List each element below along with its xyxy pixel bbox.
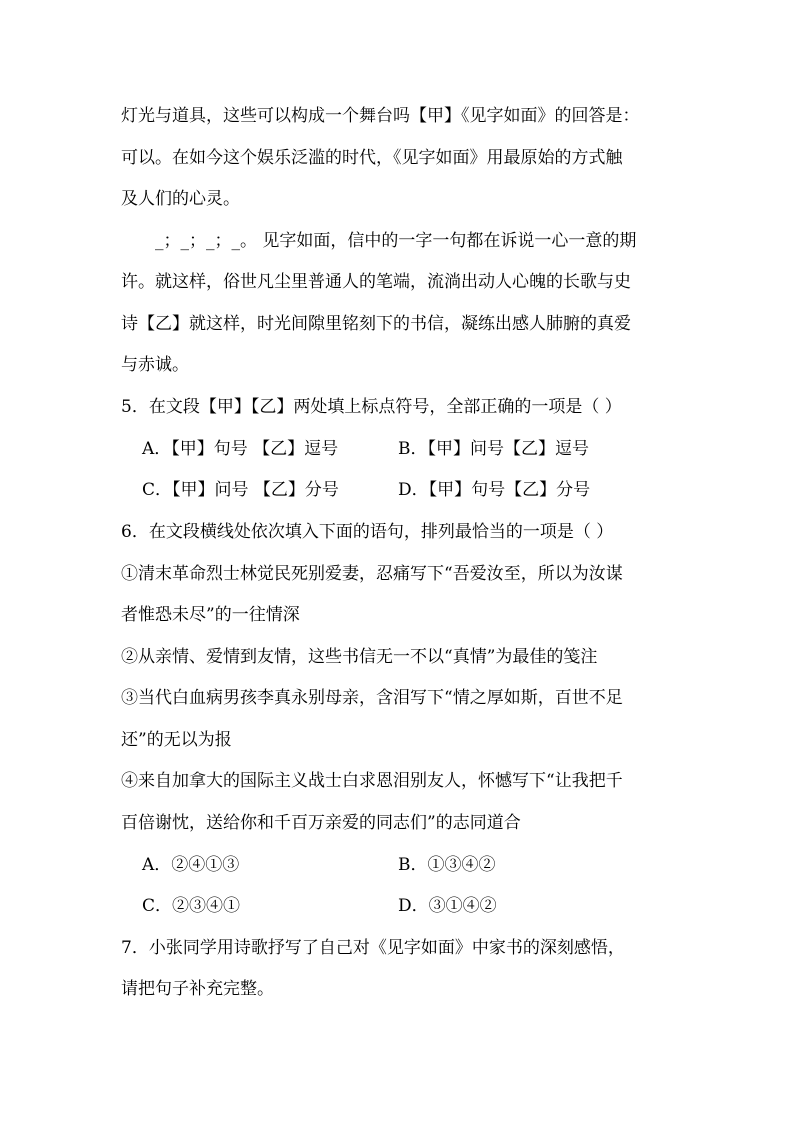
- q5-option-a: A．【甲】句号 【乙】逗号: [142, 439, 339, 459]
- q6-sentence-4-cont: 百倍谢忱，送给你和千百万亲爱的同志们”的志同道合: [121, 813, 521, 833]
- passage-line: 及人们的心灵。: [121, 189, 240, 209]
- q6-sentence-1-cont: 者惟恐未尽”的一往情深: [121, 605, 300, 625]
- passage-blanks-line: _；_；_；_。 见字如面，信中的一字一句都在诉说一心一意的期: [155, 231, 637, 251]
- q5-option-c: C．【甲】问号 【乙】分号: [142, 480, 339, 500]
- q6-sentence-3-cont: 还”的无以为报: [121, 730, 232, 750]
- q6-option-b: B．①③④②: [398, 855, 496, 875]
- q5-option-d: D．【甲】句号【乙】分号: [398, 480, 591, 500]
- q6-sentence-2: ②从亲情、爱情到友情，这些书信无一不以“真情”为最佳的笺注: [121, 647, 598, 667]
- passage-line: 灯光与道具，这些可以构成一个舞台吗【甲】《见字如面》的回答是：: [121, 106, 640, 126]
- q6-sentence-3: ③当代白血病男孩李真永别母亲，含泪写下“情之厚如斯，百世不足: [121, 688, 623, 708]
- q6-sentence-4: ④来自加拿大的国际主义战士白求恩泪别友人，怀憾写下“让我把千: [121, 771, 623, 791]
- question-6-stem: 6．在文段横线处依次填入下面的语句，排列最恰当的一项是（ ）: [121, 522, 614, 542]
- question-5-stem: 5．在文段【甲】【乙】两处填上标点符号，全部正确的一项是（ ）: [121, 397, 622, 417]
- q6-option-a: A．②④①③: [142, 855, 240, 875]
- q6-sentence-1: ①清末革命烈士林觉民死别爱妻，忍痛写下“吾爱汝至，所以为汝谋: [121, 564, 623, 584]
- passage-line: 与赤诚。: [121, 355, 189, 375]
- passage-line: 可以。在如今这个娱乐泛滥的时代，《见字如面》用最原始的方式触: [121, 148, 623, 168]
- passage-line: 诗【乙】就这样，时光间隙里铭刻下的书信，凝练出感人肺腑的真爱: [121, 314, 631, 334]
- q6-option-c: C．②③④①: [142, 896, 241, 916]
- q5-option-b: B．【甲】问号【乙】逗号: [398, 439, 589, 459]
- question-7-stem-cont: 请把句子补充完整。: [121, 979, 274, 999]
- passage-line: 许。就这样，俗世凡尘里普通人的笔端，流淌出动人心魄的长歌与史: [121, 272, 631, 292]
- q6-option-d: D．③①④②: [398, 896, 497, 916]
- question-7-stem: 7．小张同学用诗歌抒写了自己对《见字如面》中家书的深刻感悟，: [121, 938, 625, 958]
